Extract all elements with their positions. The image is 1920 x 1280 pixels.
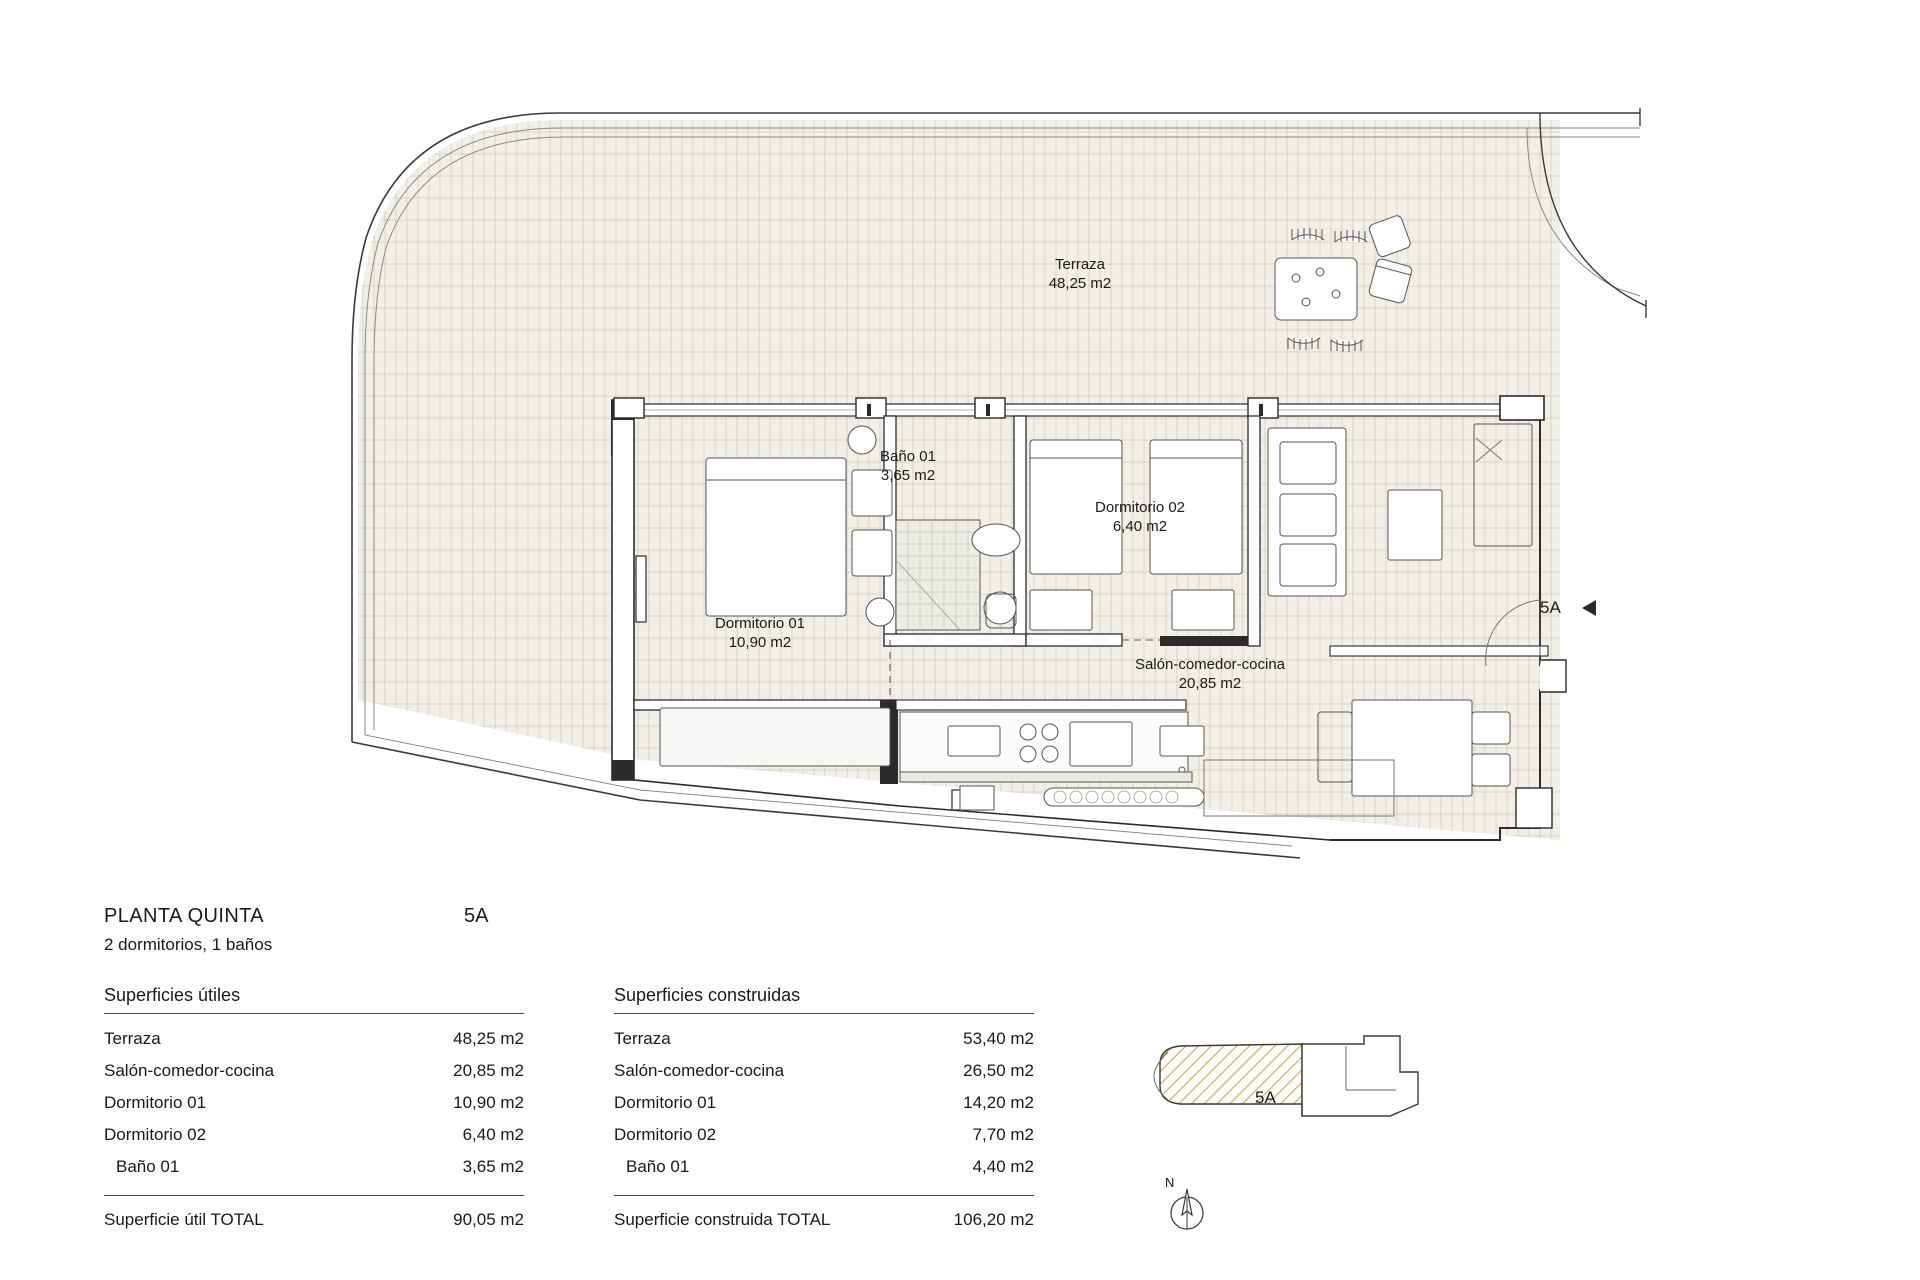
built-areas-table bbox=[614, 985, 1034, 1230]
room-label-bano-01 bbox=[848, 447, 968, 485]
floor-title: PLANTA QUINTA bbox=[104, 905, 265, 927]
useful-total-label: Superficie útil TOTAL bbox=[104, 1210, 264, 1229]
compass-north-label: N bbox=[1165, 1175, 1175, 1190]
table-row bbox=[104, 1055, 524, 1087]
useful-total-value: 90,05 m2 bbox=[453, 1210, 524, 1229]
table-row bbox=[614, 1119, 1034, 1151]
row-value: 7,70 m2 bbox=[972, 1125, 1034, 1144]
row-value: 4,40 m2 bbox=[972, 1157, 1034, 1176]
row-label: Terraza bbox=[104, 1029, 161, 1048]
row-value: 48,25 m2 bbox=[453, 1029, 524, 1048]
key-plan-svg bbox=[1150, 1030, 1440, 1160]
dormitorio-01-area: 10,90 m2 bbox=[728, 634, 792, 651]
table-row bbox=[614, 1087, 1034, 1119]
row-label: Dormitorio 02 bbox=[614, 1125, 717, 1144]
salon-area: 20,85 m2 bbox=[1178, 675, 1242, 692]
useful-total-row bbox=[104, 1196, 524, 1230]
built-total-value: 106,20 m2 bbox=[953, 1210, 1034, 1229]
row-label: Terraza bbox=[614, 1029, 671, 1048]
useful-areas-table bbox=[104, 985, 524, 1230]
key-plan bbox=[1150, 1030, 1440, 1160]
row-value: 10,90 m2 bbox=[453, 1093, 524, 1112]
table-row bbox=[614, 1055, 1034, 1087]
salon-name: Salón-comedor-cocina bbox=[1134, 656, 1286, 673]
row-value: 14,20 m2 bbox=[963, 1093, 1034, 1112]
row-label: Salón-comedor-cocina bbox=[104, 1061, 275, 1080]
room-label-salon bbox=[1030, 655, 1390, 693]
bano-01-area: 3,65 m2 bbox=[880, 467, 936, 484]
dormitorio-01-name: Dormitorio 01 bbox=[714, 615, 806, 632]
row-label: Dormitorio 02 bbox=[104, 1125, 207, 1144]
plan-unit-marker: 5A bbox=[1540, 598, 1561, 617]
unit-code: 5A bbox=[464, 905, 489, 927]
table-row bbox=[614, 1151, 1034, 1183]
useful-areas-heading: Superficies útiles bbox=[104, 985, 524, 1014]
built-areas-heading: Superficies construidas bbox=[614, 985, 1034, 1014]
room-label-dormitorio-02 bbox=[1020, 498, 1260, 536]
row-label: Baño 01 bbox=[626, 1157, 690, 1176]
built-total-row bbox=[614, 1196, 1034, 1230]
terrace-label bbox=[1000, 255, 1160, 293]
terrace-area: 48,25 m2 bbox=[1048, 275, 1112, 292]
table-row bbox=[104, 1151, 524, 1183]
row-label: Dormitorio 01 bbox=[614, 1093, 717, 1112]
built-total-label: Superficie construida TOTAL bbox=[614, 1210, 831, 1229]
row-value: 20,85 m2 bbox=[453, 1061, 524, 1080]
table-row bbox=[104, 1023, 524, 1055]
table-row bbox=[104, 1087, 524, 1119]
room-label-dormitorio-01 bbox=[640, 614, 880, 652]
bano-01-name: Baño 01 bbox=[880, 448, 936, 465]
table-row bbox=[614, 1023, 1034, 1055]
row-label: Dormitorio 01 bbox=[104, 1093, 207, 1112]
compass-rose bbox=[1165, 1175, 1211, 1235]
row-value: 53,40 m2 bbox=[963, 1029, 1034, 1048]
unit-pointer-icon bbox=[1582, 600, 1596, 616]
table-row bbox=[104, 1119, 524, 1151]
row-label: Salón-comedor-cocina bbox=[614, 1061, 785, 1080]
dormitorio-02-name: Dormitorio 02 bbox=[1094, 499, 1186, 516]
key-plan-unit-label: 5A bbox=[1255, 1088, 1276, 1107]
row-value: 26,50 m2 bbox=[963, 1061, 1034, 1080]
row-value: 6,40 m2 bbox=[462, 1125, 524, 1144]
unit-description: 2 dormitorios, 1 baños bbox=[104, 935, 273, 954]
titleblock bbox=[104, 905, 864, 955]
dormitorio-02-area: 6,40 m2 bbox=[1112, 518, 1168, 535]
row-label: Baño 01 bbox=[116, 1157, 180, 1176]
terrace-name: Terraza bbox=[1054, 256, 1106, 273]
row-value: 3,65 m2 bbox=[462, 1157, 524, 1176]
